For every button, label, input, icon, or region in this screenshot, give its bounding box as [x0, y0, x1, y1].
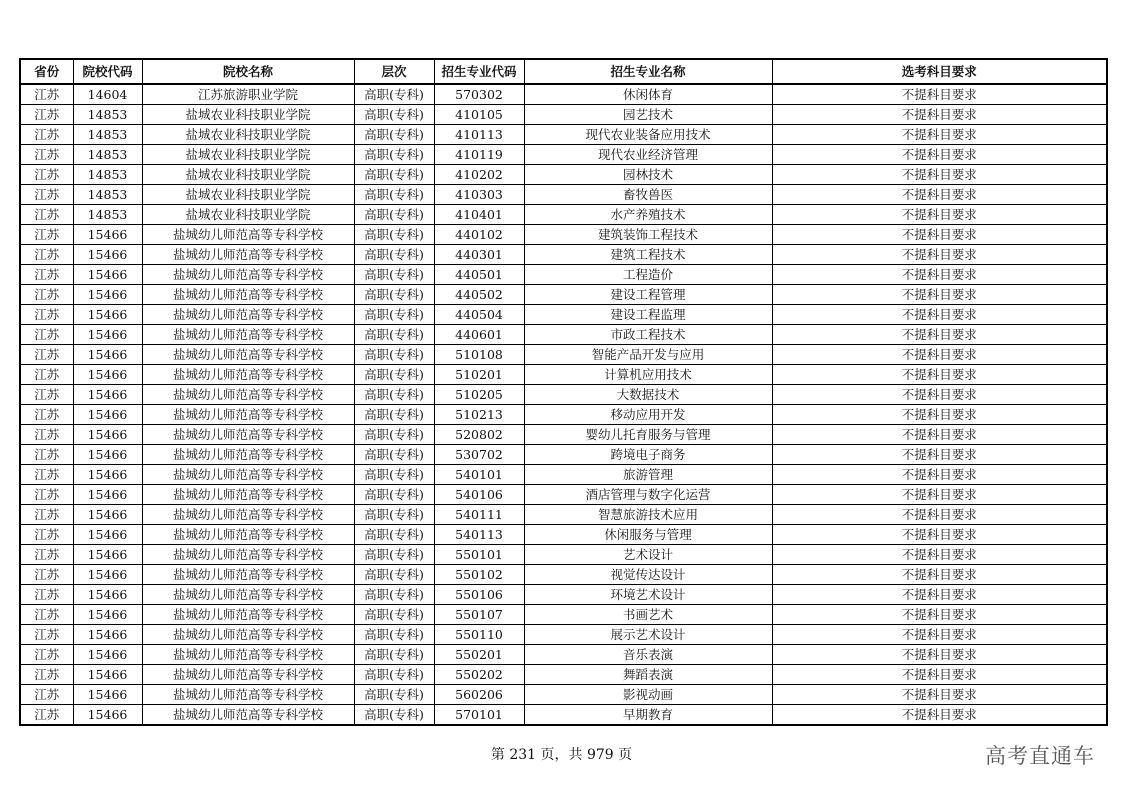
- cell-major-name: 市政工程技术: [524, 325, 772, 345]
- cell-major-name: 早期教育: [524, 705, 772, 726]
- cell-province: 江苏: [20, 545, 73, 565]
- cell-province: 江苏: [20, 385, 73, 405]
- cell-subject-requirement: 不提科目要求: [772, 105, 1107, 125]
- cell-major-code: 510205: [434, 385, 524, 405]
- cell-subject-requirement: 不提科目要求: [772, 325, 1107, 345]
- cell-school-name: 盐城幼儿师范高等专科学校: [142, 485, 354, 505]
- cell-major-code: 550107: [434, 605, 524, 625]
- cell-major-name: 休闲体育: [524, 84, 772, 105]
- page-number: 第 231 页，共 979 页: [490, 747, 633, 763]
- cell-school-code: 15466: [73, 665, 142, 685]
- table-row: [20, 245, 1107, 265]
- cell-subject-requirement: 不提科目要求: [772, 505, 1107, 525]
- cell-province: 江苏: [20, 605, 73, 625]
- cell-subject-requirement: 不提科目要求: [772, 705, 1107, 726]
- cell-major-name: 园艺技术: [524, 105, 772, 125]
- cell-province: 江苏: [20, 165, 73, 185]
- table-row: [20, 565, 1107, 585]
- cell-subject-requirement: 不提科目要求: [772, 525, 1107, 545]
- cell-school-name: 盐城幼儿师范高等专科学校: [142, 685, 354, 705]
- cell-subject-requirement: 不提科目要求: [772, 485, 1107, 505]
- cell-major-code: 560206: [434, 685, 524, 705]
- table-body: [20, 84, 1107, 725]
- cell-major-code: 520802: [434, 425, 524, 445]
- cell-level: 高职(专科): [354, 585, 434, 605]
- cell-major-name: 工程造价: [524, 265, 772, 285]
- table-row: [20, 185, 1107, 205]
- cell-major-code: 440501: [434, 265, 524, 285]
- table-row: [20, 525, 1107, 545]
- header-subject-requirement: 选考科目要求: [772, 59, 1107, 84]
- cell-school-name: 盐城农业科技职业学院: [142, 205, 354, 225]
- cell-subject-requirement: 不提科目要求: [772, 245, 1107, 265]
- cell-school-name: 盐城幼儿师范高等专科学校: [142, 245, 354, 265]
- cell-subject-requirement: 不提科目要求: [772, 425, 1107, 445]
- cell-school-name: 盐城幼儿师范高等专科学校: [142, 425, 354, 445]
- cell-level: 高职(专科): [354, 245, 434, 265]
- table-row: [20, 705, 1107, 726]
- header-level: 层次: [354, 59, 434, 84]
- cell-level: 高职(专科): [354, 385, 434, 405]
- cell-major-code: 410401: [434, 205, 524, 225]
- cell-level: 高职(专科): [354, 545, 434, 565]
- cell-school-code: 14853: [73, 185, 142, 205]
- cell-school-code: 14853: [73, 125, 142, 145]
- cell-level: 高职(专科): [354, 345, 434, 365]
- cell-school-code: 14604: [73, 84, 142, 105]
- cell-major-code: 440102: [434, 225, 524, 245]
- cell-level: 高职(专科): [354, 685, 434, 705]
- cell-level: 高职(专科): [354, 405, 434, 425]
- cell-school-name: 盐城幼儿师范高等专科学校: [142, 605, 354, 625]
- admission-table: [19, 58, 1108, 726]
- cell-subject-requirement: 不提科目要求: [772, 225, 1107, 245]
- cell-level: 高职(专科): [354, 105, 434, 125]
- cell-province: 江苏: [20, 325, 73, 345]
- cell-level: 高职(专科): [354, 665, 434, 685]
- watermark-text: 高考直通车: [985, 744, 1095, 768]
- cell-level: 高职(专科): [354, 605, 434, 625]
- table-row: [20, 165, 1107, 185]
- table-row: [20, 84, 1107, 105]
- cell-school-name: 盐城幼儿师范高等专科学校: [142, 645, 354, 665]
- cell-school-code: 15466: [73, 705, 142, 726]
- cell-level: 高职(专科): [354, 445, 434, 465]
- cell-school-code: 14853: [73, 205, 142, 225]
- cell-major-name: 婴幼儿托育服务与管理: [524, 425, 772, 445]
- cell-subject-requirement: 不提科目要求: [772, 605, 1107, 625]
- table-row: [20, 665, 1107, 685]
- cell-major-code: 440601: [434, 325, 524, 345]
- cell-school-name: 盐城幼儿师范高等专科学校: [142, 405, 354, 425]
- cell-school-code: 14853: [73, 165, 142, 185]
- cell-major-name: 移动应用开发: [524, 405, 772, 425]
- cell-school-code: 15466: [73, 285, 142, 305]
- cell-major-code: 550110: [434, 625, 524, 645]
- table-header-row: [20, 59, 1107, 84]
- cell-subject-requirement: 不提科目要求: [772, 205, 1107, 225]
- cell-school-code: 15466: [73, 445, 142, 465]
- cell-province: 江苏: [20, 425, 73, 445]
- cell-subject-requirement: 不提科目要求: [772, 165, 1107, 185]
- cell-major-code: 440504: [434, 305, 524, 325]
- cell-province: 江苏: [20, 345, 73, 365]
- cell-school-name: 盐城幼儿师范高等专科学校: [142, 225, 354, 245]
- cell-province: 江苏: [20, 125, 73, 145]
- cell-major-name: 建设工程监理: [524, 305, 772, 325]
- table-row: [20, 325, 1107, 345]
- cell-subject-requirement: 不提科目要求: [772, 445, 1107, 465]
- cell-level: 高职(专科): [354, 645, 434, 665]
- table-row: [20, 625, 1107, 645]
- cell-school-code: 15466: [73, 265, 142, 285]
- table-row: [20, 425, 1107, 445]
- cell-major-code: 510108: [434, 345, 524, 365]
- cell-major-code: 550202: [434, 665, 524, 685]
- table-row: [20, 385, 1107, 405]
- cell-major-name: 音乐表演: [524, 645, 772, 665]
- cell-subject-requirement: 不提科目要求: [772, 185, 1107, 205]
- cell-school-name: 盐城幼儿师范高等专科学校: [142, 345, 354, 365]
- cell-level: 高职(专科): [354, 485, 434, 505]
- cell-major-code: 550201: [434, 645, 524, 665]
- cell-province: 江苏: [20, 465, 73, 485]
- cell-major-name: 园林技术: [524, 165, 772, 185]
- cell-school-code: 15466: [73, 245, 142, 265]
- table-row: [20, 605, 1107, 625]
- cell-province: 江苏: [20, 405, 73, 425]
- cell-major-code: 510213: [434, 405, 524, 425]
- cell-subject-requirement: 不提科目要求: [772, 305, 1107, 325]
- cell-school-name: 盐城幼儿师范高等专科学校: [142, 465, 354, 485]
- cell-subject-requirement: 不提科目要求: [772, 685, 1107, 705]
- cell-subject-requirement: 不提科目要求: [772, 585, 1107, 605]
- cell-school-code: 15466: [73, 465, 142, 485]
- cell-school-name: 盐城幼儿师范高等专科学校: [142, 585, 354, 605]
- cell-school-code: 15466: [73, 485, 142, 505]
- cell-major-code: 510201: [434, 365, 524, 385]
- cell-province: 江苏: [20, 225, 73, 245]
- cell-school-code: 15466: [73, 405, 142, 425]
- table-row: [20, 485, 1107, 505]
- cell-major-name: 智慧旅游技术应用: [524, 505, 772, 525]
- header-major-name: 招生专业名称: [524, 59, 772, 84]
- cell-major-code: 540101: [434, 465, 524, 485]
- table-row: [20, 285, 1107, 305]
- cell-school-code: 15466: [73, 685, 142, 705]
- cell-school-name: 盐城幼儿师范高等专科学校: [142, 705, 354, 726]
- cell-level: 高职(专科): [354, 565, 434, 585]
- cell-major-name: 视觉传达设计: [524, 565, 772, 585]
- cell-major-name: 旅游管理: [524, 465, 772, 485]
- cell-level: 高职(专科): [354, 205, 434, 225]
- cell-province: 江苏: [20, 565, 73, 585]
- cell-school-code: 15466: [73, 225, 142, 245]
- cell-major-name: 水产养殖技术: [524, 205, 772, 225]
- cell-school-code: 15466: [73, 345, 142, 365]
- header-major-code: 招生专业代码: [434, 59, 524, 84]
- cell-major-code: 410119: [434, 145, 524, 165]
- cell-subject-requirement: 不提科目要求: [772, 265, 1107, 285]
- cell-school-name: 江苏旅游职业学院: [142, 84, 354, 105]
- table-row: [20, 105, 1107, 125]
- cell-level: 高职(专科): [354, 425, 434, 445]
- cell-province: 江苏: [20, 265, 73, 285]
- cell-school-name: 盐城幼儿师范高等专科学校: [142, 385, 354, 405]
- cell-school-code: 15466: [73, 625, 142, 645]
- table-row: [20, 405, 1107, 425]
- cell-school-name: 盐城幼儿师范高等专科学校: [142, 525, 354, 545]
- cell-level: 高职(专科): [354, 505, 434, 525]
- cell-subject-requirement: 不提科目要求: [772, 145, 1107, 165]
- cell-province: 江苏: [20, 185, 73, 205]
- cell-subject-requirement: 不提科目要求: [772, 405, 1107, 425]
- cell-school-name: 盐城幼儿师范高等专科学校: [142, 625, 354, 645]
- cell-major-code: 570101: [434, 705, 524, 726]
- cell-major-name: 建设工程管理: [524, 285, 772, 305]
- cell-major-name: 建筑工程技术: [524, 245, 772, 265]
- cell-school-code: 14853: [73, 105, 142, 125]
- cell-level: 高职(专科): [354, 625, 434, 645]
- cell-province: 江苏: [20, 145, 73, 165]
- cell-major-code: 410303: [434, 185, 524, 205]
- cell-major-name: 大数据技术: [524, 385, 772, 405]
- cell-school-code: 15466: [73, 565, 142, 585]
- cell-school-name: 盐城幼儿师范高等专科学校: [142, 305, 354, 325]
- cell-school-code: 15466: [73, 425, 142, 445]
- cell-major-code: 550106: [434, 585, 524, 605]
- cell-province: 江苏: [20, 445, 73, 465]
- table-row: [20, 145, 1107, 165]
- cell-level: 高职(专科): [354, 325, 434, 345]
- cell-province: 江苏: [20, 685, 73, 705]
- cell-province: 江苏: [20, 525, 73, 545]
- cell-subject-requirement: 不提科目要求: [772, 545, 1107, 565]
- table-row: [20, 465, 1107, 485]
- cell-major-name: 跨境电子商务: [524, 445, 772, 465]
- cell-province: 江苏: [20, 665, 73, 685]
- cell-major-name: 展示艺术设计: [524, 625, 772, 645]
- cell-subject-requirement: 不提科目要求: [772, 665, 1107, 685]
- cell-major-name: 舞蹈表演: [524, 665, 772, 685]
- cell-major-name: 书画艺术: [524, 605, 772, 625]
- table-row: [20, 445, 1107, 465]
- cell-major-code: 540113: [434, 525, 524, 545]
- cell-school-name: 盐城幼儿师范高等专科学校: [142, 565, 354, 585]
- cell-level: 高职(专科): [354, 365, 434, 385]
- cell-school-name: 盐城幼儿师范高等专科学校: [142, 325, 354, 345]
- table-row: [20, 305, 1107, 325]
- cell-major-name: 计算机应用技术: [524, 365, 772, 385]
- cell-major-name: 建筑装饰工程技术: [524, 225, 772, 245]
- cell-level: 高职(专科): [354, 705, 434, 726]
- cell-province: 江苏: [20, 205, 73, 225]
- cell-school-code: 15466: [73, 545, 142, 565]
- cell-province: 江苏: [20, 105, 73, 125]
- table-row: [20, 125, 1107, 145]
- cell-school-code: 15466: [73, 645, 142, 665]
- cell-level: 高职(专科): [354, 465, 434, 485]
- cell-subject-requirement: 不提科目要求: [772, 84, 1107, 105]
- cell-province: 江苏: [20, 285, 73, 305]
- cell-school-name: 盐城农业科技职业学院: [142, 165, 354, 185]
- table-row: [20, 225, 1107, 245]
- cell-subject-requirement: 不提科目要求: [772, 645, 1107, 665]
- cell-major-code: 410105: [434, 105, 524, 125]
- cell-subject-requirement: 不提科目要求: [772, 285, 1107, 305]
- cell-major-code: 410113: [434, 125, 524, 145]
- cell-school-code: 15466: [73, 505, 142, 525]
- cell-province: 江苏: [20, 245, 73, 265]
- cell-major-code: 440301: [434, 245, 524, 265]
- cell-level: 高职(专科): [354, 145, 434, 165]
- cell-school-code: 15466: [73, 365, 142, 385]
- table-row: [20, 365, 1107, 385]
- cell-major-name: 智能产品开发与应用: [524, 345, 772, 365]
- cell-major-name: 影视动画: [524, 685, 772, 705]
- table-row: [20, 585, 1107, 605]
- cell-major-name: 酒店管理与数字化运营: [524, 485, 772, 505]
- table-row: [20, 265, 1107, 285]
- cell-province: 江苏: [20, 485, 73, 505]
- cell-school-name: 盐城幼儿师范高等专科学校: [142, 365, 354, 385]
- cell-level: 高职(专科): [354, 165, 434, 185]
- table-row: [20, 505, 1107, 525]
- cell-school-name: 盐城农业科技职业学院: [142, 125, 354, 145]
- cell-major-name: 环境艺术设计: [524, 585, 772, 605]
- header-school-code: 院校代码: [73, 59, 142, 84]
- cell-school-name: 盐城幼儿师范高等专科学校: [142, 265, 354, 285]
- cell-school-code: 15466: [73, 525, 142, 545]
- cell-school-code: 15466: [73, 305, 142, 325]
- cell-major-name: 休闲服务与管理: [524, 525, 772, 545]
- cell-school-name: 盐城幼儿师范高等专科学校: [142, 285, 354, 305]
- cell-subject-requirement: 不提科目要求: [772, 365, 1107, 385]
- cell-subject-requirement: 不提科目要求: [772, 385, 1107, 405]
- header-school-name: 院校名称: [142, 59, 354, 84]
- cell-major-code: 530702: [434, 445, 524, 465]
- cell-major-name: 艺术设计: [524, 545, 772, 565]
- cell-level: 高职(专科): [354, 125, 434, 145]
- cell-school-code: 15466: [73, 585, 142, 605]
- cell-major-code: 550102: [434, 565, 524, 585]
- cell-province: 江苏: [20, 705, 73, 726]
- cell-school-code: 15466: [73, 605, 142, 625]
- table-row: [20, 545, 1107, 565]
- cell-level: 高职(专科): [354, 185, 434, 205]
- cell-province: 江苏: [20, 585, 73, 605]
- cell-major-code: 570302: [434, 84, 524, 105]
- cell-major-code: 410202: [434, 165, 524, 185]
- cell-province: 江苏: [20, 305, 73, 325]
- cell-subject-requirement: 不提科目要求: [772, 465, 1107, 485]
- cell-province: 江苏: [20, 84, 73, 105]
- cell-level: 高职(专科): [354, 225, 434, 245]
- cell-level: 高职(专科): [354, 285, 434, 305]
- cell-level: 高职(专科): [354, 525, 434, 545]
- cell-school-code: 14853: [73, 145, 142, 165]
- cell-major-name: 畜牧兽医: [524, 185, 772, 205]
- cell-major-code: 440502: [434, 285, 524, 305]
- cell-subject-requirement: 不提科目要求: [772, 345, 1107, 365]
- header-province: 省份: [20, 59, 73, 84]
- cell-school-name: 盐城农业科技职业学院: [142, 105, 354, 125]
- table-row: [20, 345, 1107, 365]
- cell-school-name: 盐城幼儿师范高等专科学校: [142, 445, 354, 465]
- cell-province: 江苏: [20, 505, 73, 525]
- cell-school-name: 盐城农业科技职业学院: [142, 185, 354, 205]
- cell-school-name: 盐城幼儿师范高等专科学校: [142, 505, 354, 525]
- table-row: [20, 205, 1107, 225]
- cell-school-name: 盐城农业科技职业学院: [142, 145, 354, 165]
- cell-subject-requirement: 不提科目要求: [772, 125, 1107, 145]
- cell-school-name: 盐城幼儿师范高等专科学校: [142, 545, 354, 565]
- cell-province: 江苏: [20, 625, 73, 645]
- cell-school-code: 15466: [73, 325, 142, 345]
- cell-province: 江苏: [20, 645, 73, 665]
- cell-major-name: 现代农业装备应用技术: [524, 125, 772, 145]
- cell-major-name: 现代农业经济管理: [524, 145, 772, 165]
- cell-major-code: 550101: [434, 545, 524, 565]
- table-row: [20, 685, 1107, 705]
- cell-level: 高职(专科): [354, 84, 434, 105]
- cell-level: 高职(专科): [354, 265, 434, 285]
- cell-subject-requirement: 不提科目要求: [772, 565, 1107, 585]
- cell-subject-requirement: 不提科目要求: [772, 625, 1107, 645]
- table-row: [20, 645, 1107, 665]
- cell-school-code: 15466: [73, 385, 142, 405]
- cell-major-code: 540106: [434, 485, 524, 505]
- cell-level: 高职(专科): [354, 305, 434, 325]
- cell-major-code: 540111: [434, 505, 524, 525]
- cell-province: 江苏: [20, 365, 73, 385]
- cell-school-name: 盐城幼儿师范高等专科学校: [142, 665, 354, 685]
